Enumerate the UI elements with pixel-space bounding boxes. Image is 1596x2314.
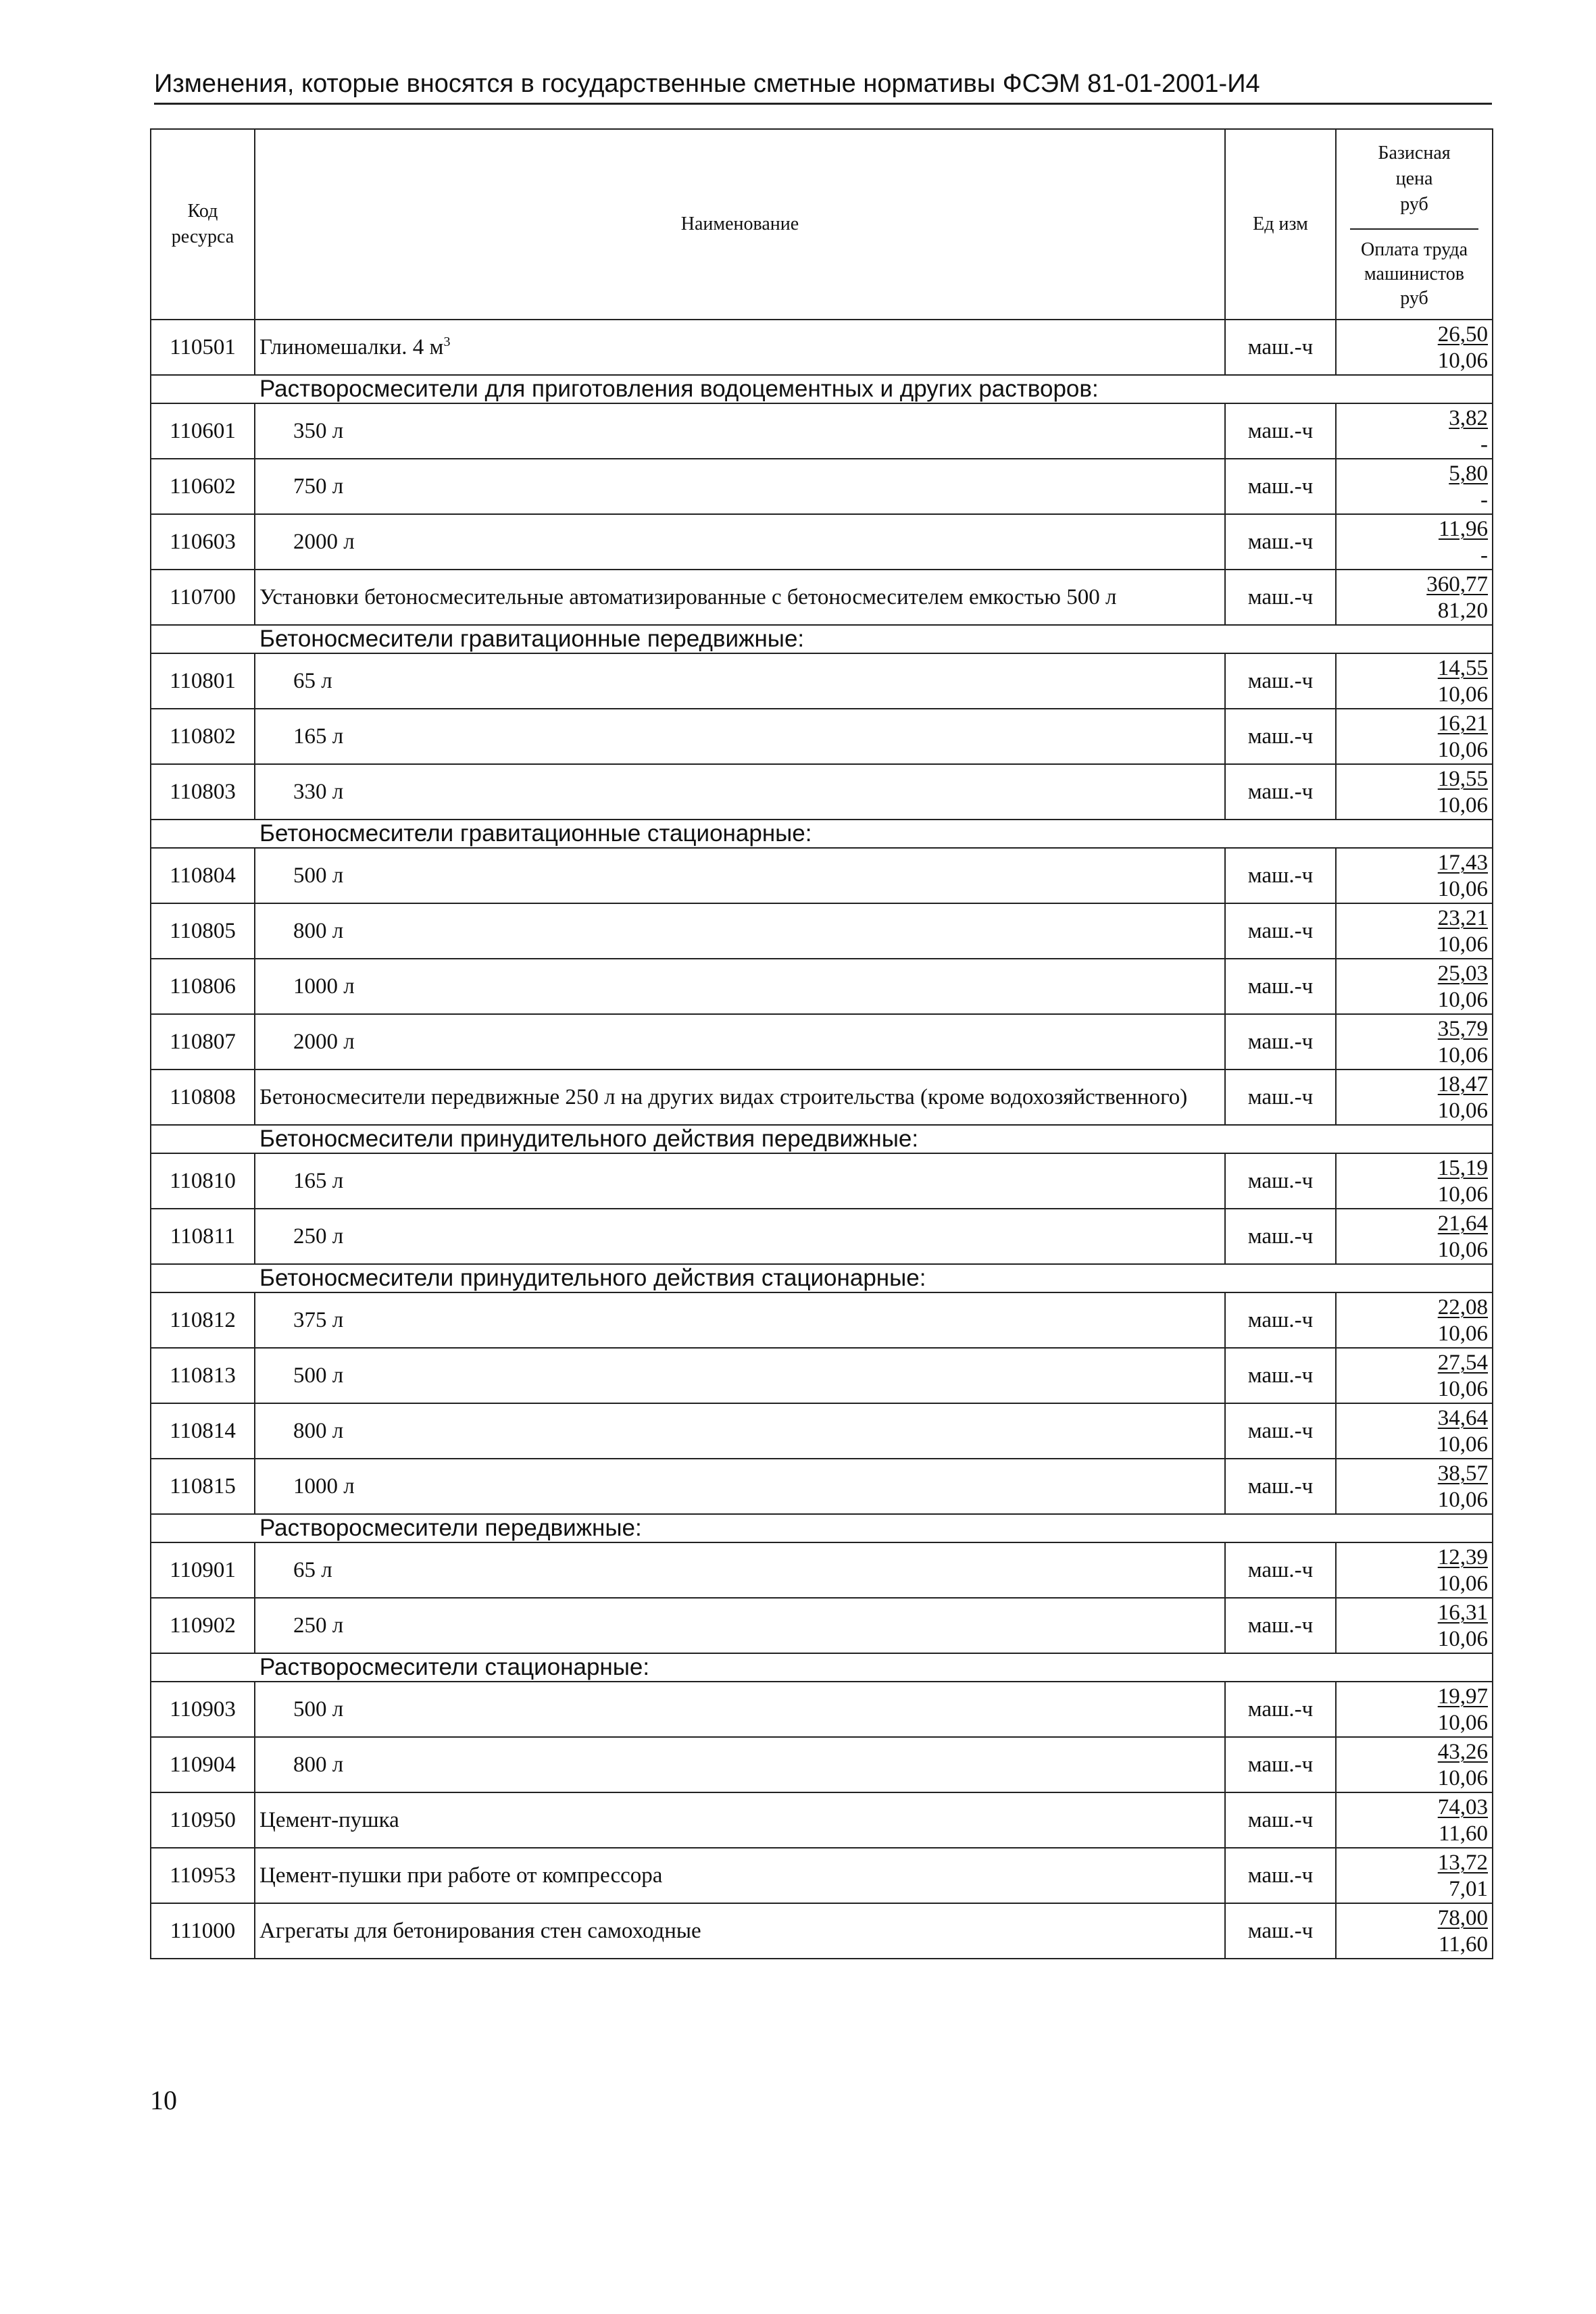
resource-name-text: Глиномешалки. 4 м [259, 335, 444, 359]
resource-code: 110953 [151, 1848, 255, 1903]
resource-name-text: 65 л [293, 669, 332, 693]
price-cell [1336, 709, 1493, 764]
price-cell [1336, 1348, 1493, 1403]
resource-code: 110801 [151, 653, 255, 709]
unit-of-measure: маш.-ч [1225, 1348, 1336, 1403]
resource-name [255, 1792, 1225, 1848]
table-row [151, 403, 1493, 459]
resource-name-text: 165 л [293, 1169, 344, 1193]
resource-name [255, 1348, 1225, 1403]
resource-code: 110903 [151, 1682, 255, 1737]
resource-name [255, 459, 1225, 514]
resource-name [255, 1014, 1225, 1070]
operator-wage: 10,06 [1437, 682, 1488, 707]
price-cell [1336, 1070, 1493, 1125]
base-price: 43,26 [1437, 1740, 1488, 1764]
operator-wage: 10,06 [1437, 1766, 1488, 1790]
price-cell [1336, 653, 1493, 709]
group-heading: Бетоносмесители гравитационные передвижные: [151, 625, 1493, 653]
price-cell [1336, 848, 1493, 903]
unit-of-measure: маш.-ч [1225, 1403, 1336, 1459]
resource-code: 110813 [151, 1348, 255, 1403]
header-price-line: цена [1395, 168, 1433, 189]
unit-superscript: 3 [443, 334, 451, 349]
resource-code: 110904 [151, 1737, 255, 1792]
resource-name [255, 1070, 1225, 1125]
operator-wage: 10,06 [1437, 1238, 1488, 1262]
base-price: 16,31 [1437, 1601, 1488, 1625]
resource-name-text: 500 л [293, 863, 344, 888]
unit-of-measure: маш.-ч [1225, 1903, 1336, 1959]
base-price: 27,54 [1437, 1351, 1488, 1375]
group-heading-row [151, 625, 1493, 653]
base-price: 19,97 [1437, 1684, 1488, 1709]
unit-of-measure: маш.-ч [1225, 903, 1336, 959]
base-price: 13,72 [1437, 1851, 1488, 1875]
base-price: 26,50 [1437, 322, 1488, 347]
resource-name [255, 1737, 1225, 1792]
table-row [151, 1682, 1493, 1737]
base-price: 34,64 [1437, 1406, 1488, 1430]
operator-wage: 10,06 [1437, 1377, 1488, 1401]
resource-name [255, 1903, 1225, 1959]
base-price: 360,77 [1426, 572, 1488, 597]
base-price: 74,03 [1437, 1795, 1488, 1819]
resource-name-text: 500 л [293, 1363, 344, 1388]
resource-name [255, 1459, 1225, 1514]
table-row [151, 1292, 1493, 1348]
header-wage-line: машинистов [1364, 263, 1464, 284]
table-row [151, 1848, 1493, 1903]
resource-code: 110811 [151, 1209, 255, 1264]
price-cell [1336, 459, 1493, 514]
price-cell [1336, 1153, 1493, 1209]
header-unit: Ед изм [1225, 129, 1336, 320]
operator-wage: 10,06 [1437, 1571, 1488, 1596]
group-heading: Растворосмесители стационарные: [151, 1653, 1493, 1682]
table-row [151, 1348, 1493, 1403]
resource-name [255, 653, 1225, 709]
table-row [151, 1792, 1493, 1848]
price-cell [1336, 959, 1493, 1014]
operator-wage: - [1480, 432, 1488, 457]
table-row [151, 959, 1493, 1014]
unit-of-measure: маш.-ч [1225, 1792, 1336, 1848]
table-row [151, 1070, 1493, 1125]
operator-wage: 10,06 [1437, 988, 1488, 1012]
unit-of-measure: маш.-ч [1225, 1682, 1336, 1737]
resource-code: 110901 [151, 1542, 255, 1598]
unit-of-measure: маш.-ч [1225, 1153, 1336, 1209]
operator-wage: 10,06 [1437, 1322, 1488, 1346]
header-name: Наименование [255, 129, 1225, 320]
resource-code: 110950 [151, 1792, 255, 1848]
resource-code: 110601 [151, 403, 255, 459]
table-row [151, 570, 1493, 625]
header-price [1336, 129, 1493, 320]
header-price-line: руб [1400, 194, 1428, 215]
unit-of-measure: маш.-ч [1225, 1070, 1336, 1125]
resource-code: 111000 [151, 1903, 255, 1959]
resource-name-text: 800 л [293, 1753, 344, 1777]
operator-wage: 10,06 [1437, 1711, 1488, 1735]
unit-of-measure: маш.-ч [1225, 959, 1336, 1014]
table-row [151, 709, 1493, 764]
resource-name-text: 375 л [293, 1308, 344, 1332]
resource-name [255, 959, 1225, 1014]
group-heading: Бетоносмесители гравитационные стационарные: [151, 820, 1493, 848]
unit-of-measure: маш.-ч [1225, 1459, 1336, 1514]
resource-name [255, 764, 1225, 820]
resource-name [255, 1153, 1225, 1209]
base-price: 19,55 [1437, 767, 1488, 791]
resource-code: 110902 [151, 1598, 255, 1653]
base-price: 17,43 [1437, 851, 1488, 875]
operator-wage: 7,01 [1449, 1877, 1488, 1901]
operator-wage: 10,06 [1437, 932, 1488, 957]
resource-name [255, 570, 1225, 625]
price-cell [1336, 903, 1493, 959]
resource-name-text: Цемент-пушки при работе от компрессора [259, 1863, 663, 1888]
group-heading: Бетоносмесители принудительного действия передвижные: [151, 1125, 1493, 1153]
resource-code: 110812 [151, 1292, 255, 1348]
operator-wage: 10,06 [1437, 349, 1488, 373]
unit-of-measure: маш.-ч [1225, 1848, 1336, 1903]
price-cell [1336, 1598, 1493, 1653]
operator-wage: 10,06 [1437, 1488, 1488, 1512]
base-price: 25,03 [1437, 961, 1488, 986]
unit-of-measure: маш.-ч [1225, 320, 1336, 375]
price-cell [1336, 1292, 1493, 1348]
resource-name-text: 500 л [293, 1697, 344, 1721]
price-cell [1336, 1792, 1493, 1848]
table-row [151, 1542, 1493, 1598]
base-price: 16,21 [1437, 711, 1488, 736]
group-heading: Бетоносмесители принудительного действия стационарные: [151, 1264, 1493, 1292]
table-row [151, 1598, 1493, 1653]
resource-code: 110802 [151, 709, 255, 764]
price-cell [1336, 1903, 1493, 1959]
base-price: 15,19 [1437, 1156, 1488, 1180]
table-row [151, 514, 1493, 570]
base-price: 23,21 [1437, 906, 1488, 930]
resource-name [255, 1542, 1225, 1598]
base-price: 14,55 [1437, 656, 1488, 680]
resource-code: 110808 [151, 1070, 255, 1125]
resource-name [255, 848, 1225, 903]
price-cell [1336, 1014, 1493, 1070]
operator-wage: 10,06 [1437, 877, 1488, 901]
price-cell [1336, 514, 1493, 570]
table-header-row [151, 129, 1493, 320]
group-heading-row [151, 1653, 1493, 1682]
operator-wage: - [1480, 488, 1488, 512]
resource-code: 110803 [151, 764, 255, 820]
group-heading-row [151, 1514, 1493, 1542]
base-price: 35,79 [1437, 1017, 1488, 1041]
unit-of-measure: маш.-ч [1225, 459, 1336, 514]
unit-of-measure: маш.-ч [1225, 1209, 1336, 1264]
base-price: 21,64 [1437, 1211, 1488, 1236]
unit-of-measure: маш.-ч [1225, 653, 1336, 709]
resource-name [255, 903, 1225, 959]
table-row [151, 1014, 1493, 1070]
operator-wage: 10,06 [1437, 1182, 1488, 1207]
base-price: 18,47 [1437, 1072, 1488, 1097]
price-cell [1336, 1459, 1493, 1514]
price-cell [1336, 403, 1493, 459]
page-header-title: Изменения, которые вносятся в государственные сметные нормативы ФСЭМ 81-01-2001-И4 [154, 68, 1492, 105]
header-price-line: Базисная [1378, 143, 1451, 164]
table-row [151, 903, 1493, 959]
header-wage-line: Оплата труда [1360, 239, 1468, 260]
base-price: 38,57 [1437, 1461, 1488, 1486]
operator-wage: 81,20 [1437, 599, 1488, 623]
resource-name [255, 320, 1225, 375]
group-heading-row [151, 1125, 1493, 1153]
resource-name-text: 2000 л [293, 530, 355, 554]
resource-name-text: 250 л [293, 1224, 344, 1249]
price-cell [1336, 1737, 1493, 1792]
resource-price-table [150, 128, 1493, 1959]
resource-name-text: 250 л [293, 1613, 344, 1638]
resource-code: 110815 [151, 1459, 255, 1514]
table-row [151, 320, 1493, 375]
table-row [151, 764, 1493, 820]
resource-code: 110602 [151, 459, 255, 514]
resource-name-text: 1000 л [293, 974, 355, 999]
header-code: Код ресурса [151, 129, 255, 320]
resource-name-text: 65 л [293, 1558, 332, 1582]
group-heading-row [151, 820, 1493, 848]
resource-code: 110603 [151, 514, 255, 570]
base-price: 78,00 [1437, 1906, 1488, 1930]
base-price: 5,80 [1449, 461, 1488, 486]
table-row [151, 653, 1493, 709]
resource-name-text: 800 л [293, 919, 344, 943]
resource-code: 110804 [151, 848, 255, 903]
header-wage-line: руб [1400, 288, 1428, 309]
resource-code: 110806 [151, 959, 255, 1014]
resource-name-text: Бетоносмесители передвижные 250 л на других видах строительства (кроме водохозяйственного) [259, 1085, 1188, 1109]
unit-of-measure: маш.-ч [1225, 1737, 1336, 1792]
resource-name-text: Агрегаты для бетонирования стен самоходные [259, 1919, 701, 1943]
group-heading-row [151, 375, 1493, 403]
price-cell [1336, 570, 1493, 625]
resource-name [255, 1209, 1225, 1264]
resource-code: 110805 [151, 903, 255, 959]
resource-name [255, 403, 1225, 459]
unit-of-measure: маш.-ч [1225, 570, 1336, 625]
base-price: 11,96 [1438, 517, 1488, 541]
resource-name-text: 2000 л [293, 1030, 355, 1054]
resource-name-text: 750 л [293, 474, 344, 499]
resource-name [255, 709, 1225, 764]
resource-name [255, 1292, 1225, 1348]
operator-wage: 10,06 [1437, 1099, 1488, 1123]
resource-code: 110814 [151, 1403, 255, 1459]
unit-of-measure: маш.-ч [1225, 403, 1336, 459]
resource-name-text: 330 л [293, 780, 344, 804]
unit-of-measure: маш.-ч [1225, 848, 1336, 903]
unit-of-measure: маш.-ч [1225, 514, 1336, 570]
resource-name [255, 1682, 1225, 1737]
resource-name-text: Установки бетоносмесительные автоматизированные с бетоносмесителем емкостью 500 л [259, 585, 1117, 609]
resource-name-text: Цемент-пушка [259, 1808, 399, 1832]
resource-name [255, 1403, 1225, 1459]
unit-of-measure: маш.-ч [1225, 1542, 1336, 1598]
resource-code: 110501 [151, 320, 255, 375]
group-heading-row [151, 1264, 1493, 1292]
operator-wage: - [1480, 543, 1488, 568]
page-number: 10 [150, 2085, 177, 2115]
resource-name-text: 350 л [293, 419, 344, 443]
resource-name-text: 165 л [293, 724, 344, 749]
unit-of-measure: маш.-ч [1225, 709, 1336, 764]
table-row [151, 1459, 1493, 1514]
resource-code: 110700 [151, 570, 255, 625]
operator-wage: 10,06 [1437, 1627, 1488, 1651]
base-price: 22,08 [1437, 1295, 1488, 1319]
group-heading: Растворосмесители передвижные: [151, 1514, 1493, 1542]
price-cell [1336, 320, 1493, 375]
operator-wage: 10,06 [1437, 793, 1488, 818]
operator-wage: 10,06 [1437, 738, 1488, 762]
table-row [151, 459, 1493, 514]
price-cell [1336, 1682, 1493, 1737]
unit-of-measure: маш.-ч [1225, 1598, 1336, 1653]
operator-wage: 11,60 [1438, 1932, 1488, 1957]
price-cell [1336, 1209, 1493, 1264]
price-cell [1336, 1542, 1493, 1598]
group-heading: Растворосмесители для приготовления водоцементных и других растворов: [151, 375, 1493, 403]
table-row [151, 1403, 1493, 1459]
resource-name [255, 1848, 1225, 1903]
operator-wage: 11,60 [1438, 1821, 1488, 1846]
price-cell [1336, 764, 1493, 820]
price-cell [1336, 1848, 1493, 1903]
operator-wage: 10,06 [1437, 1043, 1488, 1067]
table-row [151, 1737, 1493, 1792]
resource-code: 110810 [151, 1153, 255, 1209]
resource-code: 110807 [151, 1014, 255, 1070]
resource-name-text: 1000 л [293, 1474, 355, 1499]
unit-of-measure: маш.-ч [1225, 1292, 1336, 1348]
table-row [151, 1903, 1493, 1959]
operator-wage: 10,06 [1437, 1432, 1488, 1457]
resource-name-text: 800 л [293, 1419, 344, 1443]
table-row [151, 1153, 1493, 1209]
base-price: 12,39 [1437, 1545, 1488, 1569]
base-price: 3,82 [1449, 406, 1488, 430]
table-row [151, 848, 1493, 903]
unit-of-measure: маш.-ч [1225, 764, 1336, 820]
table-row [151, 1209, 1493, 1264]
resource-name [255, 514, 1225, 570]
price-cell [1336, 1403, 1493, 1459]
table-body [151, 320, 1493, 1959]
unit-of-measure: маш.-ч [1225, 1014, 1336, 1070]
resource-name [255, 1598, 1225, 1653]
